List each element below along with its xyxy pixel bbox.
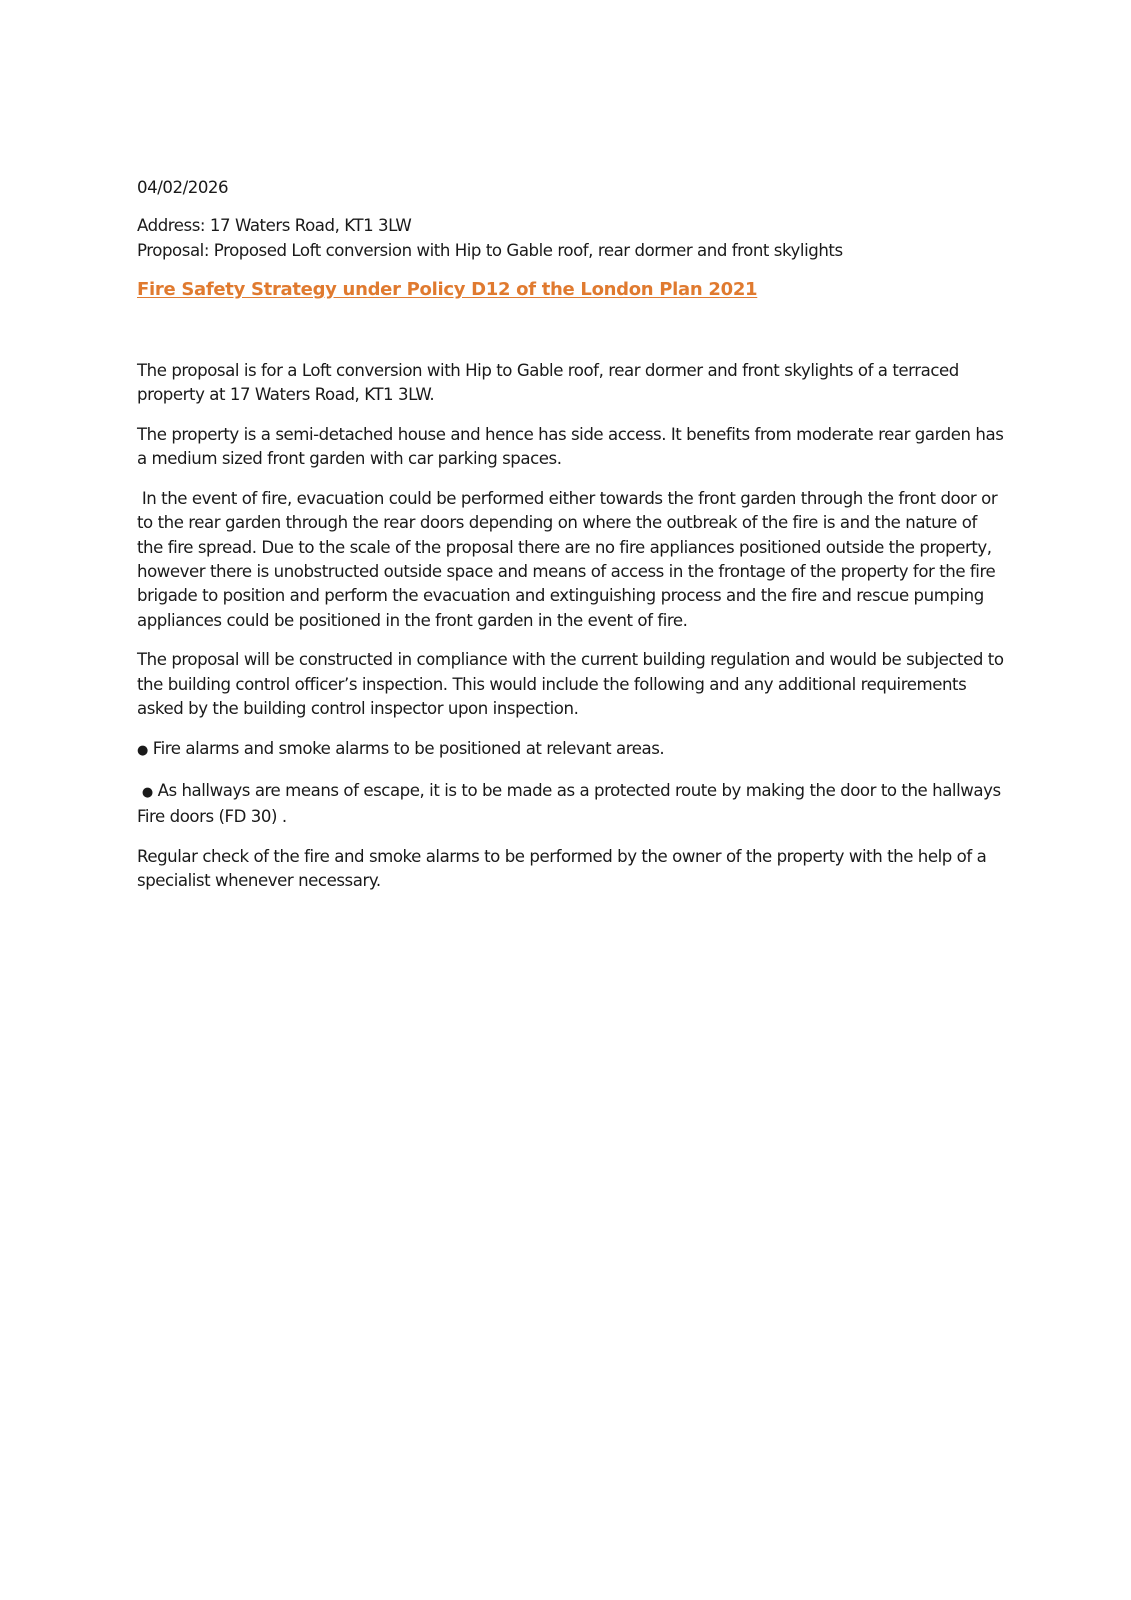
document-page [137,176,1007,909]
paragraph-evacuation-text: In the event of fire, evacuation could be performed either towards the front garden through the front door or to the rear garden through the rear doors depending on where the outbreak of the fire is and the nature of the fire spread. Due to the scale of the proposal there are no fire appliances positioned outside the property, however there is unobstructed outside space and means of access in the frontage of the property for the fire brigade to position and perform the evacuation and extinguishing process and the fire and rescue pumping appliances could be positioned in the front garden in the event of fire. [137,489,998,630]
proposal-line: Proposal: Proposed Loft conversion with Hip to Gable roof, rear dormer and front skylights [137,240,843,260]
paragraph-property: The property is a semi-detached house and hence has side access. It benefits from moderate rear garden has a medium sized front garden with car parking spaces. [137,424,1004,469]
bullet-text: As hallways are means of escape, it is to be made as a protected route by making the door to the hallways Fire doors (FD 30) . [137,780,1001,826]
paragraph-proposal: The proposal is for a Loft conversion with Hip to Gable roof, rear dormer and front skylights of a terraced property at 17 Waters Road, KT1 3LW. [137,360,959,405]
document-date: 04/02/2026 [137,178,229,197]
bullet-item-alarms [137,737,1007,763]
paragraph-compliance: The proposal will be constructed in compliance with the current building regulation and would be subjected to the building control officer’s inspection. This would include the following and any additional requirements asked by the building control inspector upon inspection. [137,650,1004,718]
bullet-item-hallways [137,779,1007,830]
bullet-icon: ● [137,742,148,758]
bullet-text: Fire alarms and smoke alarms to be positioned at relevant areas. [152,738,665,758]
paragraph-evacuation [137,487,1007,633]
document-heading: Fire Safety Strategy under Policy D12 of the London Plan 2021 [137,278,758,300]
document-body [137,359,1007,893]
address-line: Address: 17 Waters Road, KT1 3LW [137,216,412,236]
paragraph-closing: Regular check of the fire and smoke alarms to be performed by the owner of the property with the help of a specialist whenever necessary. [137,846,987,890]
bullet-icon: ● [141,784,153,800]
